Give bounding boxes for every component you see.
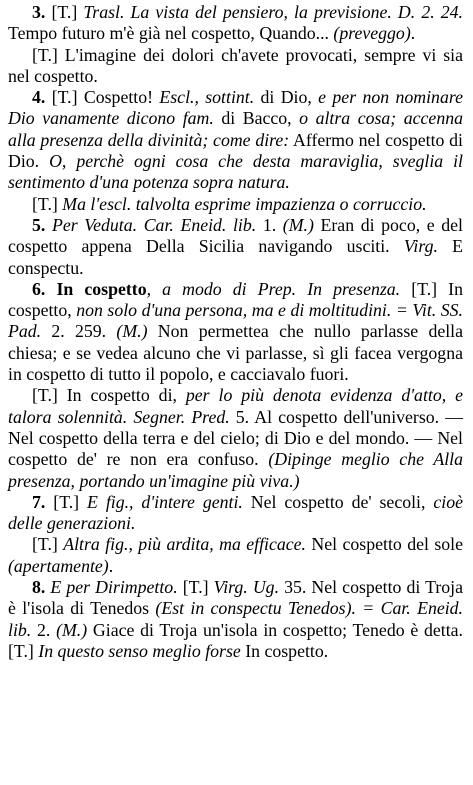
body-text: [T.] In cospetto,: [8, 278, 463, 321]
italic-text: Trasl. La vista del pensiero, la previsione. D. 2. 24.: [77, 2, 463, 22]
subentry-paragraph: [8, 194, 463, 215]
entry-paragraph: [8, 577, 463, 662]
body-text: [T.] In cospetto di,: [32, 385, 186, 406]
entry-number: 8.: [32, 577, 46, 598]
body-text: Eran di poco, e del cospetto appena Della Sicilia navigando usciti.: [8, 214, 464, 257]
italic-text: (Dipinge meglio che Alla presenza, portando un'imagine più viva.): [8, 449, 463, 491]
body-text: 35. Nel cospetto di Troja è l'isola di Tenedos: [8, 577, 463, 619]
italic-text: Altra fig., più ardita, ma efficace.: [63, 534, 307, 555]
italic-text: (preveggo): [333, 23, 411, 44]
entry-paragraph: [8, 279, 463, 385]
italic-text: e per non nominare Dio vanamente dicono fam.: [8, 87, 463, 129]
body-text: 1.: [256, 214, 283, 235]
italic-text: Virg.: [403, 236, 438, 257]
entry-number: 7.: [32, 491, 46, 512]
italic-text: non solo d'una persona, ma e di moltitudini. = Vit. SS. Pad.: [8, 300, 463, 342]
body-text: [T.]: [32, 534, 64, 555]
italic-text: Escl., sottint.: [159, 87, 255, 108]
italic-text: Ma l'escl. talvolta esprime impazienza o corruccio.: [62, 193, 427, 214]
body-text: di Dio,: [254, 87, 319, 108]
body-text: In cospetto.: [240, 640, 329, 661]
entry-number: 4.: [32, 87, 46, 108]
subentry-paragraph: [8, 385, 463, 491]
italic-text: cioè delle generazioni.: [8, 491, 463, 534]
italic-text: Virg. Ug.: [213, 577, 280, 598]
body-text: Non permettea che nullo parlasse della chiesa; e se vedea alcuno che vi parlasse, sì gli facea vergogna in cospetto di tutto il popolo, e cacciavalo fuori.: [8, 321, 463, 385]
entry-paragraph: [8, 87, 463, 193]
italic-text: (M.): [282, 214, 314, 235]
body-text: .: [410, 23, 416, 44]
entry-number: 6. In cospetto: [32, 278, 147, 299]
body-text: [T.] L'imagine dei dolori ch'avete provocati, sempre vi sia nel cospetto.: [8, 44, 463, 86]
body-text: .: [108, 555, 114, 576]
italic-text: (apertamente): [8, 555, 109, 576]
italic-text: E per Dirimpetto.: [45, 577, 178, 598]
body-text: [T.]: [177, 577, 214, 598]
body-text: ,: [146, 278, 163, 299]
body-text: E conspectu.: [8, 236, 463, 278]
body-text: 5. Al cospetto dell'universo. — Nel cospetto della terra e del cielo; di Dio e del mondo. — Nel cospetto de' re non era confuso.: [8, 406, 463, 470]
body-text: Nel cospetto del sole: [306, 534, 463, 555]
body-text: [T.] Cospetto!: [45, 87, 160, 108]
italic-text: O, perchè ogni cosa che desta maraviglia, sveglia il sentimento d'una potenza sopra natura.: [8, 151, 463, 193]
body-text: 2. 259.: [41, 321, 117, 342]
body-text: di Bacco,: [213, 108, 300, 129]
body-text: 2.: [31, 619, 57, 640]
body-text: Giace di Troja un'isola in cospetto; Tenedo è detta. [T.]: [8, 619, 463, 661]
entry-number: 3.: [32, 2, 46, 22]
body-text: [T.]: [32, 193, 63, 214]
body-text: Affermo nel cospetto di Dio.: [8, 129, 463, 172]
entry-paragraph: [8, 2, 463, 45]
subentry-paragraph: [8, 534, 463, 577]
entry-paragraph: [8, 492, 463, 535]
italic-text: o altra cosa; accenna alla presenza della divinità; come dire:: [8, 108, 463, 150]
italic-text: Per Veduta. Car. Eneid. lib.: [45, 214, 257, 235]
italic-text: (M.): [56, 619, 88, 640]
body-text: Tempo futuro m'è già nel cospetto, Quando...: [8, 23, 334, 44]
italic-text: a modo di Prep. In presenza.: [162, 278, 401, 299]
italic-text: (Est in conspectu Tenedos). = Car. Eneid. lib.: [8, 598, 463, 640]
body-text: Nel cospetto de' secoli,: [242, 491, 434, 512]
italic-text: E fig., d'intere genti.: [87, 491, 243, 512]
subentry-paragraph: [8, 45, 463, 88]
italic-text: In questo senso meglio forse: [38, 640, 241, 661]
body-text: [T.]: [45, 491, 88, 512]
entry-number: 5.: [32, 214, 46, 235]
body-text: [T.]: [51, 2, 78, 22]
italic-text: (M.): [116, 321, 148, 342]
entry-paragraph: [8, 215, 463, 279]
italic-text: per lo più denota evidenza d'atto, e talora solennità. Segner. Pred.: [8, 385, 463, 427]
